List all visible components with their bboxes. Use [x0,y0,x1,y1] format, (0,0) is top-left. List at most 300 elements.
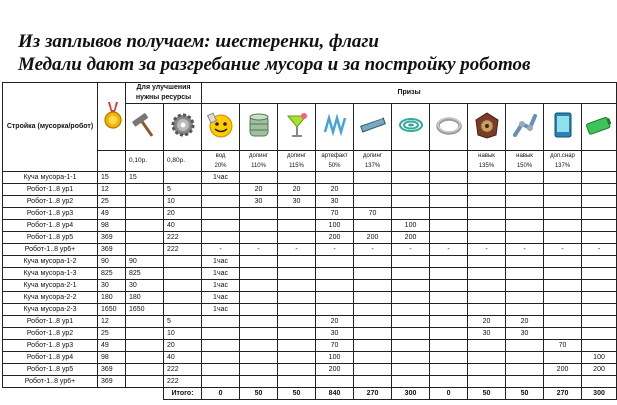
table-cell [316,280,354,292]
table-cell [506,172,544,184]
table-cell: 825 [126,268,164,280]
table-cell [430,232,468,244]
table-cell [278,328,316,340]
total-cell: 300 [392,388,430,400]
table-cell [240,292,278,304]
gear-icon [168,110,198,140]
header-upgrade: Для улучшения нужны ресурсы [126,83,202,104]
table-cell: 100 [582,352,617,364]
table-cell [240,376,278,388]
table-cell [582,220,617,232]
total-cell: 300 [582,388,617,400]
table-cell [430,304,468,316]
table-cell [240,316,278,328]
table-cell [202,208,240,220]
table-cell [240,352,278,364]
table-cell [582,184,617,196]
table-cell [468,232,506,244]
table-cell [278,232,316,244]
table-cell: Куча мусора-2-1 [3,280,98,292]
table-row [3,340,617,352]
table-cell: 1650 [126,304,164,316]
table-cell: 100 [316,352,354,364]
table-cell: 98 [98,352,126,364]
table-cell [430,352,468,364]
table-cell: Робот-1..8 ур4 [3,352,98,364]
table-cell [354,268,392,280]
table-cell: Робот-1..8 ур5 [3,232,98,244]
table-cell [316,256,354,268]
table-cell [126,376,164,388]
table-cell: 30 [240,196,278,208]
totals-label: Итого: [164,388,202,400]
table-cell: 20 [506,316,544,328]
table-row [3,196,617,208]
table-cell: 369 [98,364,126,376]
total-cell: 0 [430,388,468,400]
table-cell: Робот-1..8 ур3 [3,208,98,220]
table-cell: 200 [354,232,392,244]
table-cell: 30 [468,328,506,340]
table-cell: 20 [468,316,506,328]
table-cell [392,208,430,220]
table-cell: 1час [202,268,240,280]
header-row-labels: 0,10р. 0,80р. вод 20% допинг 110% допинг 115% артефакт 50% допинг 137% навык 135% навык 150% доп.снар 137% [3,151,617,172]
table-cell [468,304,506,316]
table-cell [126,232,164,244]
prizes-table [2,82,617,400]
table-cell [582,376,617,388]
table-cell [506,352,544,364]
table-cell: Робот-1..8 ур6+ [3,244,98,256]
table-cell [202,316,240,328]
table-cell [354,304,392,316]
table-cell [240,280,278,292]
table-cell: 40 [164,220,202,232]
table-cell [126,316,164,328]
table-cell [202,328,240,340]
table-row [3,172,617,184]
header-row-titles [3,83,617,104]
table-cell [240,232,278,244]
table-cell: 90 [98,256,126,268]
table-cell [354,316,392,328]
table-cell [278,256,316,268]
table-cell [354,328,392,340]
total-cell: 50 [468,388,506,400]
table-cell: 15 [98,172,126,184]
table-cell: Робот-1..8 ур6+ [3,376,98,388]
table-cell [240,304,278,316]
table-cell [202,196,240,208]
table-cell [164,280,202,292]
table-cell [202,364,240,376]
table-row [3,232,617,244]
table-cell: 20 [316,316,354,328]
table-cell [468,184,506,196]
table-cell [582,172,617,184]
table-cell: 200 [316,364,354,376]
table-cell [278,280,316,292]
table-cell: 10 [164,196,202,208]
table-cell: 15 [126,172,164,184]
barrel-icon [244,110,274,140]
table-cell [392,268,430,280]
table-cell [468,340,506,352]
table-cell: - [316,244,354,256]
table-cell [506,292,544,304]
table-cell: Куча мусора-1-2 [3,256,98,268]
table-cell: 5 [164,316,202,328]
table-cell: Куча мусора-1-1 [3,172,98,184]
table-cell [468,196,506,208]
table-cell [354,220,392,232]
table-cell [468,376,506,388]
table-cell [164,292,202,304]
table-cell: 98 [98,220,126,232]
shield-gear-icon [472,110,502,140]
table-cell [544,184,582,196]
table-cell: 30 [98,280,126,292]
table-cell [126,328,164,340]
table-cell: Куча мусора-1-3 [3,268,98,280]
table-cell [392,184,430,196]
table-cell: 369 [98,376,126,388]
table-cell [354,184,392,196]
heading-line-1: Из заплывов получаем: шестеренки, флаги [18,31,379,52]
ring-icon [434,110,464,140]
table-cell [544,208,582,220]
table-cell: 30 [316,328,354,340]
table-cell [126,208,164,220]
table-cell [354,352,392,364]
table-cell: 180 [98,292,126,304]
table-cell [354,172,392,184]
table-cell [240,220,278,232]
table-cell: - [354,244,392,256]
table-cell [240,328,278,340]
table-cell [430,268,468,280]
table-cell [278,316,316,328]
table-cell [278,376,316,388]
table-cell [164,268,202,280]
table-row [3,208,617,220]
table-row [3,220,617,232]
table-cell [582,232,617,244]
table-row [3,364,617,376]
table-cell [544,196,582,208]
table-cell [278,292,316,304]
table-cell: - [392,244,430,256]
table-cell [126,196,164,208]
table-cell [430,280,468,292]
table-cell [544,220,582,232]
table-cell: 30 [506,328,544,340]
table-cell [240,340,278,352]
table-cell [392,340,430,352]
table-cell [506,220,544,232]
table-cell [506,196,544,208]
table-cell [544,304,582,316]
total-cell: 840 [316,388,354,400]
coil-icon [396,110,426,140]
table-cell [392,172,430,184]
table-cell [544,328,582,340]
table-row [3,268,617,280]
table-cell [582,268,617,280]
table-cell [544,376,582,388]
table-cell: 20 [316,184,354,196]
table-cell [240,256,278,268]
table-cell: - [506,244,544,256]
table-cell [506,256,544,268]
table-cell [164,172,202,184]
table-row [3,256,617,268]
table-cell: 25 [98,328,126,340]
table-cell: 5 [164,184,202,196]
table-cell: 12 [98,184,126,196]
table-cell [202,376,240,388]
table-cell [164,304,202,316]
table-cell [202,220,240,232]
medal-icon [98,100,128,130]
table-cell: 1час [202,292,240,304]
table-cell [430,316,468,328]
table-cell [468,256,506,268]
smiley-icon [206,110,236,140]
table-cell: 30 [278,196,316,208]
table-cell: 90 [126,256,164,268]
table-cell [354,196,392,208]
table-cell: 49 [98,340,126,352]
table-cell [430,220,468,232]
table-cell [506,280,544,292]
table-cell [430,376,468,388]
table-cell [354,364,392,376]
cocktail-icon [282,110,312,140]
table-cell [544,280,582,292]
table-cell [544,256,582,268]
table-row [3,244,617,256]
table-cell [582,304,617,316]
table-cell [430,364,468,376]
table-cell [392,376,430,388]
table-cell [468,364,506,376]
table-cell [468,268,506,280]
table-cell: 222 [164,364,202,376]
total-cell: 50 [240,388,278,400]
table-cell [392,292,430,304]
table-cell: 10 [164,328,202,340]
table-cell [468,280,506,292]
table-cell [506,184,544,196]
table-cell [316,268,354,280]
heading-line-2: Медали дают за разгребание мусора и за постройку роботов [18,54,531,75]
price-col-1: 0,10р. [126,151,164,172]
header-prizes: Призы [202,83,617,104]
table-cell [392,304,430,316]
table-cell: 20 [164,208,202,220]
table-cell [164,256,202,268]
table-cell: - [430,244,468,256]
table-cell: 30 [126,280,164,292]
table-cell [430,172,468,184]
table-row [3,304,617,316]
table-cell: Робот-1..8 ур3 [3,340,98,352]
table-cell [430,256,468,268]
table-cell: 20 [164,340,202,352]
table-cell [430,196,468,208]
table-cell [278,220,316,232]
robot-arm-icon [510,110,540,140]
table-cell: 12 [98,316,126,328]
table-cell: 1650 [98,304,126,316]
table-cell [506,304,544,316]
table-cell [392,352,430,364]
table-row [3,316,617,328]
table-cell [582,292,617,304]
table-cell: 100 [392,220,430,232]
table-cell: - [202,244,240,256]
table-cell: 70 [316,208,354,220]
table-cell [354,340,392,352]
total-cell: 0 [202,388,240,400]
table-cell: 180 [126,292,164,304]
table-cell: 825 [98,268,126,280]
table-cell [202,232,240,244]
table-cell [126,220,164,232]
table-cell: Куча мусора-2-2 [3,292,98,304]
totals-row [3,388,617,400]
table-cell: 70 [544,340,582,352]
table-cell [354,376,392,388]
table-cell [582,328,617,340]
table-cell: 1час [202,256,240,268]
header-medal-cell [98,83,126,151]
table-cell [544,316,582,328]
table-cell: 1час [202,280,240,292]
table-cell: 200 [582,364,617,376]
bridge-icon [358,110,388,140]
table-cell [240,172,278,184]
table-cell [126,244,164,256]
table-cell [202,340,240,352]
table-cell [392,364,430,376]
table-cell [544,292,582,304]
table-cell [582,208,617,220]
table-cell: 222 [164,244,202,256]
table-cell: Робот-1..8 ур2 [3,328,98,340]
table-cell: 70 [316,340,354,352]
table-cell [430,184,468,196]
table-cell: 369 [98,244,126,256]
total-cell: 270 [354,388,392,400]
table-row [3,328,617,340]
table-cell: - [468,244,506,256]
table-cell [582,316,617,328]
table-cell [240,208,278,220]
table-cell [468,172,506,184]
table-cell [392,316,430,328]
table-cell: 1час [202,172,240,184]
table-cell: 30 [316,196,354,208]
table-cell: - [240,244,278,256]
table-cell: Куча мусора-2-3 [3,304,98,316]
table-cell [202,352,240,364]
table-cell [430,208,468,220]
tablet-icon [548,110,578,140]
table-cell [354,280,392,292]
table-cell: 369 [98,232,126,244]
table-cell [126,184,164,196]
table-cell [354,256,392,268]
table-cell: 49 [98,208,126,220]
table-cell [506,208,544,220]
table-cell [544,232,582,244]
table-row [3,184,617,196]
table-row [3,376,617,388]
table-cell [544,352,582,364]
table-cell: 200 [392,232,430,244]
table-cell [278,352,316,364]
table-cell [240,364,278,376]
table-cell [506,232,544,244]
table-cell: 100 [316,220,354,232]
table-cell [316,376,354,388]
table-cell [544,268,582,280]
table-cell: Робот-1..8 ур5 [3,364,98,376]
table-cell [126,340,164,352]
table-cell: 40 [164,352,202,364]
total-cell: 50 [278,388,316,400]
table-cell [582,280,617,292]
table-cell [468,208,506,220]
table-cell [278,208,316,220]
header-stroyka: Стройка (мусорка/робот) [3,83,98,172]
table-cell [126,364,164,376]
table-cell [506,364,544,376]
table-cell: Робот-1..8 ур1 [3,316,98,328]
table-row [3,292,617,304]
table-cell [316,304,354,316]
table-cell [126,352,164,364]
table-cell [392,256,430,268]
table-cell: Робот-1..8 ур2 [3,196,98,208]
page-heading [18,30,598,76]
table-cell [544,172,582,184]
spring-icon [320,110,350,140]
table-cell [240,268,278,280]
battery-icon [584,110,614,140]
table-cell: 222 [164,376,202,388]
table-cell [392,196,430,208]
table-cell: 20 [278,184,316,196]
table-cell: 222 [164,232,202,244]
table-cell: - [278,244,316,256]
table-cell: - [544,244,582,256]
table-cell: 70 [354,208,392,220]
hammer-icon [130,110,160,140]
table-cell [430,292,468,304]
table-cell: - [582,244,617,256]
table-cell [278,340,316,352]
table-cell: 200 [316,232,354,244]
table-cell [468,292,506,304]
table-cell: 25 [98,196,126,208]
table-cell [468,220,506,232]
table-cell [468,352,506,364]
table-cell [392,328,430,340]
